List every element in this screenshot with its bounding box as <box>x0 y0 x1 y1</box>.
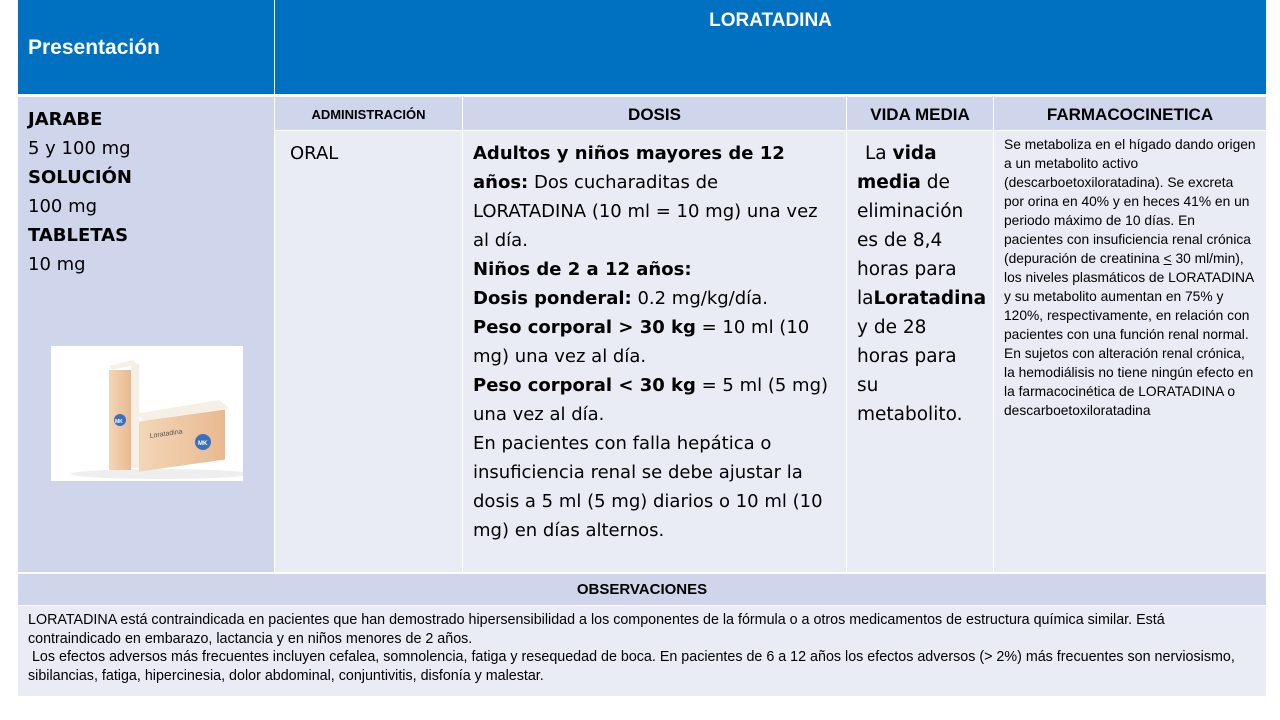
vida-media-b1: vida media <box>857 143 937 193</box>
product-image <box>51 346 243 481</box>
dosis-under30-label: Peso corporal < 30 kg <box>473 375 696 396</box>
presentation-line-3: SOLUCIÓN <box>28 167 132 188</box>
presentation-header: Presentación <box>18 0 274 94</box>
drug-title: LORATADINA <box>275 0 1266 94</box>
vida-media-cell <box>847 131 993 572</box>
dosis-hepatic: En pacientes con falla hepática o insuficiencia renal se debe ajustar la dosis a 5 ml (5 mg) diarios o 10 ml (10 mg) en días alternos. <box>473 433 823 541</box>
observaciones-body <box>18 606 1266 696</box>
dosis-cell <box>463 131 846 572</box>
product-box-illustration <box>51 346 243 481</box>
column-header-dosis: DOSIS <box>463 97 846 130</box>
observaciones-p1: LORATADINA está contraindicada en pacientes que han demostrado hipersensibilidad a los componentes de la fórmula o a otros medicamentos de estructura química similar. Está contraindicado en embarazo, lactancia y en niños menores de 2 años. <box>28 612 1165 647</box>
presentation-line-4: 100 mg <box>28 196 98 217</box>
dosis-adults-text: Dos cucharaditas de LORATADINA (10 ml = 10 mg) una vez al día. <box>473 172 818 251</box>
observaciones-p2: Los efectos adversos más frecuentes incluyen cefalea, somnolencia, fatiga y resequedad de boca. En pacientes de 6 a 12 años los efectos adversos (> 2%) más frecuentes son nerviosismo, sibilancias, fatiga, hipercinesia, dolor abdominal, conjuntivitis, disfonía y malestar. <box>28 649 1239 684</box>
dosis-adults <box>473 139 836 255</box>
farmacocinetica-p1a: Se metaboliza en el hígado dando origen a un metabolito activo (descarboetoxiloratadina). Se excreta por orina en 40% y en heces 41% en un periodo máximo de 10 días. En pacientes con insuficiencia renal crónica (depuración de creatinina <box>1004 137 1256 266</box>
column-header-vida-media: VIDA MEDIA <box>847 97 993 130</box>
vida-media-b2: Loratadina <box>873 288 987 309</box>
vida-media-t3: y de 28 horas para su metabolito. <box>857 317 963 425</box>
dosis-over30-text: = 10 ml (10 mg) una vez al día. <box>473 317 810 367</box>
box-label: Loratadina <box>149 428 184 440</box>
presentation-line-6: 10 mg <box>28 254 86 275</box>
brand-mark: MK <box>198 441 208 447</box>
farmacocinetica-cell <box>994 131 1266 572</box>
dosis-children-label: Niños de 2 a 12 años: <box>473 259 692 280</box>
column-header-farmacocinetica: FARMACOCINETICA <box>994 97 1266 130</box>
vida-media-t1: La <box>865 143 893 164</box>
farmacocinetica-p1b: 30 ml/min), los niveles plasmáticos de LORATADINA y su metabolito aumentan en 75% y 120%, respectivamente, en relación con pacientes con una función renal normal. <box>1004 251 1254 342</box>
farmacocinetica-p1u: < <box>1163 251 1172 266</box>
farmacocinetica-p1 <box>1004 135 1256 344</box>
administracion-cell <box>275 131 462 572</box>
dosis-under30 <box>473 371 836 429</box>
vida-media-t2: de eliminación es de 8,4 horas para la <box>857 172 964 309</box>
dosis-ponderal <box>473 284 836 313</box>
presentation-cell <box>18 97 274 572</box>
dosis-ponderal-label: Dosis ponderal: <box>473 288 632 309</box>
brand-mark-small: MK <box>115 419 123 425</box>
presentation-line-2: 5 y 100 mg <box>28 138 131 159</box>
presentation-line-1: JARABE <box>28 109 103 130</box>
dosis-adults-label: Adultos y niños mayores de 12 años: <box>473 143 785 193</box>
administracion-value: ORAL <box>290 143 339 164</box>
presentation-line-5: TABLETAS <box>28 225 129 246</box>
observaciones-header: OBSERVACIONES <box>18 574 1266 605</box>
farmacocinetica-p2: En sujetos con alteración renal crónica, la hemodiálisis no tiene ningún efecto en la farmacocinética de LORATADINA o descarboetoxiloratadina <box>1004 346 1254 418</box>
dosis-under30-text: = 5 ml (5 mg) una vez al día. <box>473 375 829 425</box>
dosis-over30-label: Peso corporal > 30 kg <box>473 317 696 338</box>
column-header-administracion: ADMINISTRACIÓN <box>275 97 462 130</box>
dosis-ponderal-text: 0.2 mg/kg/día. <box>631 288 768 309</box>
dosis-over30 <box>473 313 836 371</box>
dosis-children <box>473 255 836 284</box>
